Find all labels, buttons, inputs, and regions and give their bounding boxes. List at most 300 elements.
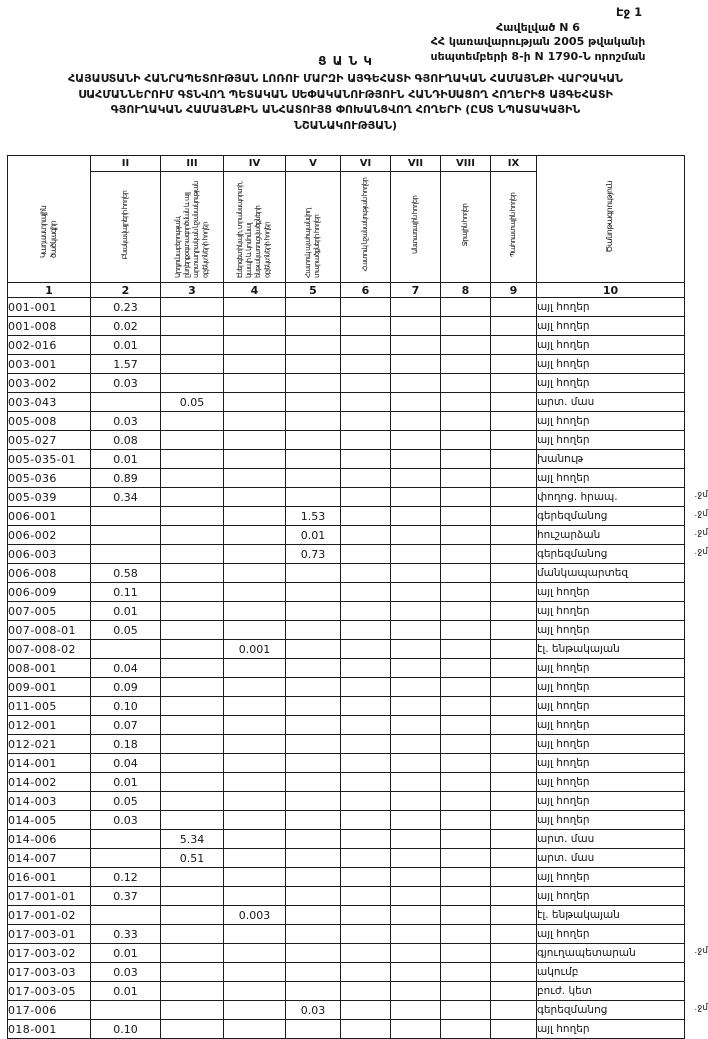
value-cell-c7 <box>391 545 441 564</box>
note-text: էլ. ենթակայան <box>537 643 620 655</box>
title-line-1: ՀԱՅԱՍՏԱՆԻ ՀԱՆՐԱՊԵՏՈՒԹՅԱՆ ԼՈՌՈՒ ՄԱՐԶԻ ԱՅԳԵՀԱՏԻ ԳՅՈՒՂԱԿԱՆ ՀԱՄԱՅՆՔԻ ՎԱՐՉԱԿԱՆ <box>67 72 624 86</box>
value-cell-c2: 0.01 <box>91 450 161 469</box>
note-text: մանկապարտեզ <box>537 567 629 579</box>
table-row <box>8 431 685 450</box>
value-cell-c8 <box>441 773 491 792</box>
roman-numeral-vii: VII <box>391 156 441 172</box>
note-cell <box>537 336 685 355</box>
value-cell-c6 <box>341 564 391 583</box>
annex-line-1: Հավելված N 6 <box>496 21 580 34</box>
annex-line-3: սեպտեմբերի 8-ի N 1790-Ն որոշման <box>430 49 646 63</box>
value-cell-c7 <box>391 488 441 507</box>
value-cell-c5 <box>286 982 341 1001</box>
header-forest-lands: Անտառային հողեր <box>391 172 441 283</box>
value-cell-c2: 0.23 <box>91 298 161 317</box>
value-cell-c3 <box>161 773 224 792</box>
value-cell-c9 <box>491 1001 537 1020</box>
table-row <box>8 336 685 355</box>
value-cell-c4: 0.003 <box>224 906 286 925</box>
value-cell-c7 <box>391 336 441 355</box>
value-cell-c6 <box>341 317 391 336</box>
note-cell <box>537 621 685 640</box>
value-cell-c5 <box>286 412 341 431</box>
note-cell <box>537 431 685 450</box>
value-cell-c8 <box>441 298 491 317</box>
value-cell-c3 <box>161 659 224 678</box>
table-row <box>8 944 685 963</box>
column-number-4: 4 <box>224 283 286 298</box>
table-row <box>8 792 685 811</box>
value-cell-c4 <box>224 982 286 1001</box>
value-cell-c5 <box>286 640 341 659</box>
note-cell <box>537 545 708 564</box>
value-cell-c7 <box>391 412 441 431</box>
value-cell-c9 <box>491 925 537 944</box>
value-cell-c9 <box>491 317 537 336</box>
value-cell-c3 <box>161 469 224 488</box>
cadastral-code-cell: 016-001 <box>8 868 91 887</box>
value-cell-c4 <box>224 1001 286 1020</box>
value-cell-c5 <box>286 374 341 393</box>
value-cell-c8 <box>441 374 491 393</box>
value-cell-c7 <box>391 982 441 1001</box>
value-cell-c6 <box>341 773 391 792</box>
margin-mark: .ջմ <box>694 1003 708 1013</box>
roman-numeral-iii: III <box>161 156 224 172</box>
value-cell-c7 <box>391 469 441 488</box>
value-cell-c5 <box>286 716 341 735</box>
value-cell-c9 <box>491 621 537 640</box>
table-row <box>8 564 685 583</box>
value-cell-c4 <box>224 754 286 773</box>
value-cell-c2: 0.05 <box>91 792 161 811</box>
value-cell-c5 <box>286 602 341 621</box>
value-cell-c7 <box>391 640 441 659</box>
value-cell-c5: 0.73 <box>286 545 341 564</box>
cadastral-code-cell: 014-001 <box>8 754 91 773</box>
title-line-4: ՆՇԱՆԱԿՈՒԹՅԱՆ) <box>294 118 397 132</box>
value-cell-c4: 0.001 <box>224 640 286 659</box>
value-cell-c6 <box>341 754 391 773</box>
value-cell-c7 <box>391 735 441 754</box>
value-cell-c7 <box>391 450 441 469</box>
value-cell-c4 <box>224 830 286 849</box>
value-cell-c8 <box>441 868 491 887</box>
cadastral-code-cell: 014-005 <box>8 811 91 830</box>
value-cell-c9 <box>491 1020 537 1039</box>
value-cell-c8 <box>441 906 491 925</box>
value-cell-c5 <box>286 1020 341 1039</box>
roman-numeral-row <box>8 156 685 172</box>
cadastral-code-cell: 005-039 <box>8 488 91 507</box>
value-cell-c8 <box>441 640 491 659</box>
cadastral-code-cell: 005-035-01 <box>8 450 91 469</box>
value-cell-c9 <box>491 640 537 659</box>
table-row <box>8 469 685 488</box>
value-cell-c3 <box>161 963 224 982</box>
column-number-8: 8 <box>441 283 491 298</box>
value-cell-c4 <box>224 412 286 431</box>
note-text: գերեզմանոց <box>537 548 608 560</box>
value-cell-c2 <box>91 526 161 545</box>
table-row <box>8 678 685 697</box>
value-cell-c5 <box>286 868 341 887</box>
value-cell-c4 <box>224 488 286 507</box>
value-cell-c7 <box>391 906 441 925</box>
value-cell-c8 <box>441 431 491 450</box>
value-cell-c4 <box>224 735 286 754</box>
value-cell-c8 <box>441 1020 491 1039</box>
value-cell-c4 <box>224 507 286 526</box>
value-cell-c8 <box>441 792 491 811</box>
value-cell-c6 <box>341 811 391 830</box>
value-cell-c9 <box>491 792 537 811</box>
note-text: այլ հողեր <box>537 624 590 636</box>
value-cell-c9 <box>491 697 537 716</box>
value-cell-c7 <box>391 526 441 545</box>
value-cell-c7 <box>391 678 441 697</box>
note-text: այլ հողեր <box>537 928 590 940</box>
note-cell <box>537 602 685 621</box>
value-cell-c5 <box>286 583 341 602</box>
value-cell-c6 <box>341 526 391 545</box>
value-cell-c4 <box>224 716 286 735</box>
value-cell-c7 <box>391 1001 441 1020</box>
value-cell-c4 <box>224 431 286 450</box>
note-cell <box>537 488 708 507</box>
table-row <box>8 906 685 925</box>
cadastral-code-cell: 014-006 <box>8 830 91 849</box>
table-row <box>8 488 685 507</box>
cadastral-code-cell: 006-003 <box>8 545 91 564</box>
value-cell-c5 <box>286 678 341 697</box>
note-text: այլ հողեր <box>537 871 590 883</box>
value-cell-c8 <box>441 450 491 469</box>
value-cell-c9 <box>491 754 537 773</box>
value-cell-c7 <box>391 583 441 602</box>
note-cell <box>537 659 685 678</box>
value-cell-c6 <box>341 697 391 716</box>
value-cell-c6 <box>341 659 391 678</box>
value-cell-c3 <box>161 526 224 545</box>
value-cell-c4 <box>224 811 286 830</box>
value-cell-c9 <box>491 526 537 545</box>
value-cell-c5 <box>286 621 341 640</box>
cadastral-code-cell: 005-036 <box>8 469 91 488</box>
value-cell-c7 <box>391 716 441 735</box>
value-cell-c8 <box>441 336 491 355</box>
table-row <box>8 887 685 906</box>
value-cell-c4 <box>224 336 286 355</box>
cadastral-code-cell: 005-008 <box>8 412 91 431</box>
value-cell-c7 <box>391 1020 441 1039</box>
table-row <box>8 393 685 412</box>
cadastral-code-cell: 009-001 <box>8 678 91 697</box>
cadastral-code-cell: 003-001 <box>8 355 91 374</box>
note-text: այլ հողեր <box>537 320 590 332</box>
value-cell-c7 <box>391 925 441 944</box>
value-cell-c3: 0.05 <box>161 393 224 412</box>
note-text: այլ հողեր <box>537 738 590 750</box>
roman-numeral-v: V <box>286 156 341 172</box>
value-cell-c6 <box>341 583 391 602</box>
value-cell-c9 <box>491 355 537 374</box>
note-cell <box>537 754 685 773</box>
note-cell <box>537 317 685 336</box>
value-cell-c8 <box>441 982 491 1001</box>
land-parcels-table <box>7 155 708 1039</box>
note-cell <box>537 355 685 374</box>
header-note <box>537 156 685 283</box>
value-cell-c6 <box>341 355 391 374</box>
note-cell <box>537 868 685 887</box>
table-body <box>8 298 708 1039</box>
value-cell-c2: 0.01 <box>91 336 161 355</box>
value-cell-c8 <box>441 887 491 906</box>
value-cell-c2: 0.04 <box>91 659 161 678</box>
value-cell-c7 <box>391 355 441 374</box>
value-cell-c5: 0.03 <box>286 1001 341 1020</box>
value-cell-c7 <box>391 963 441 982</box>
note-text: գյուղապետարան <box>537 947 636 959</box>
note-cell <box>537 678 685 697</box>
value-cell-c2: 0.89 <box>91 469 161 488</box>
table-row <box>8 830 685 849</box>
cadastral-code-cell: 017-001-01 <box>8 887 91 906</box>
value-cell-c8 <box>441 507 491 526</box>
value-cell-c3 <box>161 507 224 526</box>
header-note-label: Ծանոթագրություն <box>605 181 615 253</box>
value-cell-c9 <box>491 393 537 412</box>
value-cell-c2: 0.03 <box>91 963 161 982</box>
value-cell-c7 <box>391 697 441 716</box>
value-cell-c7 <box>391 944 441 963</box>
note-cell <box>537 1001 708 1020</box>
table-row <box>8 507 685 526</box>
value-cell-c2: 0.01 <box>91 982 161 1001</box>
value-cell-c3 <box>161 602 224 621</box>
document-title <box>8 53 683 133</box>
value-cell-c9 <box>491 735 537 754</box>
value-cell-c2 <box>91 545 161 564</box>
value-cell-c5 <box>286 887 341 906</box>
note-text: գերեզմանոց <box>537 1004 608 1016</box>
value-cell-c8 <box>441 488 491 507</box>
value-cell-c9 <box>491 602 537 621</box>
value-cell-c5 <box>286 564 341 583</box>
value-cell-c8 <box>441 545 491 564</box>
note-cell <box>537 450 685 469</box>
cadastral-code-cell: 006-001 <box>8 507 91 526</box>
note-text: այլ հողեր <box>537 472 590 484</box>
value-cell-c9 <box>491 412 537 431</box>
value-cell-c7 <box>391 621 441 640</box>
note-cell <box>537 640 685 659</box>
value-cell-c2: 0.03 <box>91 412 161 431</box>
note-cell <box>537 830 685 849</box>
value-cell-c4 <box>224 355 286 374</box>
value-cell-c6 <box>341 621 391 640</box>
note-text: այլ հողեր <box>537 814 590 826</box>
cadastral-code-cell: 001-008 <box>8 317 91 336</box>
note-text: արտ. մաս <box>537 396 595 408</box>
note-text: խանութ <box>537 453 584 465</box>
cadastral-code-cell: 002-016 <box>8 336 91 355</box>
note-cell <box>537 374 685 393</box>
note-text: այլ հողեր <box>537 415 590 427</box>
value-cell-c4 <box>224 773 286 792</box>
value-cell-c9 <box>491 849 537 868</box>
note-text: այլ հողեր <box>537 339 590 351</box>
value-cell-c9 <box>491 716 537 735</box>
value-cell-c6 <box>341 716 391 735</box>
roman-numeral-ix: IX <box>491 156 537 172</box>
margin-mark: .ջմ <box>694 946 708 956</box>
note-text: հուշարձան <box>537 529 601 541</box>
value-cell-c4 <box>224 925 286 944</box>
value-cell-c2: 0.02 <box>91 317 161 336</box>
note-text: բուժ. կետ <box>537 985 592 997</box>
cadastral-code-cell: 012-021 <box>8 735 91 754</box>
value-cell-c6 <box>341 545 391 564</box>
cadastral-code-cell: 017-006 <box>8 1001 91 1020</box>
note-cell <box>537 944 708 963</box>
note-text: այլ հողեր <box>537 662 590 674</box>
value-cell-c5 <box>286 735 341 754</box>
cadastral-code-cell: 014-007 <box>8 849 91 868</box>
roman-numeral-iv: IV <box>224 156 286 172</box>
value-cell-c7 <box>391 317 441 336</box>
value-cell-c7 <box>391 431 441 450</box>
value-cell-c2: 0.10 <box>91 697 161 716</box>
note-cell <box>537 583 685 602</box>
value-cell-c4 <box>224 868 286 887</box>
cadastral-code-cell: 018-001 <box>8 1020 91 1039</box>
value-cell-c4 <box>224 621 286 640</box>
value-cell-c8 <box>441 355 491 374</box>
cadastral-code-cell: 017-003-05 <box>8 982 91 1001</box>
value-cell-c9 <box>491 982 537 1001</box>
value-cell-c9 <box>491 887 537 906</box>
table-row <box>8 412 685 431</box>
note-text: այլ հողեր <box>537 890 590 902</box>
value-cell-c9 <box>491 374 537 393</box>
cadastral-code-cell: 017-003-03 <box>8 963 91 982</box>
note-cell <box>537 849 685 868</box>
value-cell-c2: 0.12 <box>91 868 161 887</box>
note-text: այլ հողեր <box>537 681 590 693</box>
value-cell-c6 <box>341 374 391 393</box>
table-row <box>8 621 685 640</box>
note-text: գերեզմանոց <box>537 510 608 522</box>
table-row <box>8 925 685 944</box>
value-cell-c2 <box>91 507 161 526</box>
note-text: այլ հողեր <box>537 358 590 370</box>
value-cell-c3 <box>161 621 224 640</box>
value-cell-c4 <box>224 545 286 564</box>
value-cell-c3 <box>161 754 224 773</box>
table-row <box>8 526 685 545</box>
value-cell-c7 <box>391 374 441 393</box>
note-text: այլ հողեր <box>537 377 590 389</box>
value-cell-c8 <box>441 564 491 583</box>
value-cell-c3 <box>161 564 224 583</box>
value-cell-c6 <box>341 906 391 925</box>
value-cell-c8 <box>441 811 491 830</box>
value-cell-c3 <box>161 697 224 716</box>
table-row <box>8 849 685 868</box>
value-cell-c5 <box>286 906 341 925</box>
table-row <box>8 735 685 754</box>
value-cell-c8 <box>441 469 491 488</box>
value-cell-c9 <box>491 450 537 469</box>
column-number-10: 10 <box>537 283 685 298</box>
value-cell-c9 <box>491 431 537 450</box>
note-text: փողոց. հրապ. <box>537 491 618 503</box>
note-text: այլ հողեր <box>537 795 590 807</box>
value-cell-c3 <box>161 640 224 659</box>
column-number-3: 3 <box>161 283 224 298</box>
value-cell-c7 <box>391 659 441 678</box>
value-cell-c9 <box>491 564 537 583</box>
note-cell <box>537 412 685 431</box>
table-row <box>8 697 685 716</box>
value-cell-c7 <box>391 298 441 317</box>
cadastral-code-cell: 014-003 <box>8 792 91 811</box>
note-cell <box>537 735 685 754</box>
margin-mark: .ջմ <box>694 490 708 500</box>
value-cell-c8 <box>441 754 491 773</box>
value-cell-c4 <box>224 564 286 583</box>
value-cell-c6 <box>341 431 391 450</box>
value-cell-c9 <box>491 963 537 982</box>
value-cell-c2: 0.58 <box>91 564 161 583</box>
value-cell-c4 <box>224 1020 286 1039</box>
value-cell-c6 <box>341 678 391 697</box>
header-special-purpose-lands: Հատուկ նշանակության հողեր <box>341 172 391 283</box>
note-cell <box>537 887 685 906</box>
value-cell-c3 <box>161 412 224 431</box>
note-cell <box>537 507 708 526</box>
value-cell-c9 <box>491 545 537 564</box>
column-number-6: 6 <box>341 283 391 298</box>
value-cell-c7 <box>391 602 441 621</box>
value-cell-c3 <box>161 944 224 963</box>
note-cell <box>537 564 685 583</box>
value-cell-c6 <box>341 602 391 621</box>
value-cell-c5 <box>286 754 341 773</box>
value-cell-c6 <box>341 469 391 488</box>
value-cell-c4 <box>224 602 286 621</box>
cadastral-code-cell: 017-003-02 <box>8 944 91 963</box>
roman-numeral-viii: VIII <box>441 156 491 172</box>
note-cell <box>537 906 685 925</box>
value-cell-c2: 0.18 <box>91 735 161 754</box>
cadastral-code-cell: 006-008 <box>8 564 91 583</box>
table-row <box>8 583 685 602</box>
cadastral-code-cell: 011-005 <box>8 697 91 716</box>
value-cell-c8 <box>441 1001 491 1020</box>
value-cell-c7 <box>391 830 441 849</box>
value-cell-c7 <box>391 811 441 830</box>
value-cell-c5 <box>286 811 341 830</box>
value-cell-c3 <box>161 925 224 944</box>
value-cell-c8 <box>441 621 491 640</box>
table-row <box>8 317 685 336</box>
value-cell-c6 <box>341 1001 391 1020</box>
note-text: էլ. ենթակայան <box>537 909 620 921</box>
value-cell-c7 <box>391 868 441 887</box>
